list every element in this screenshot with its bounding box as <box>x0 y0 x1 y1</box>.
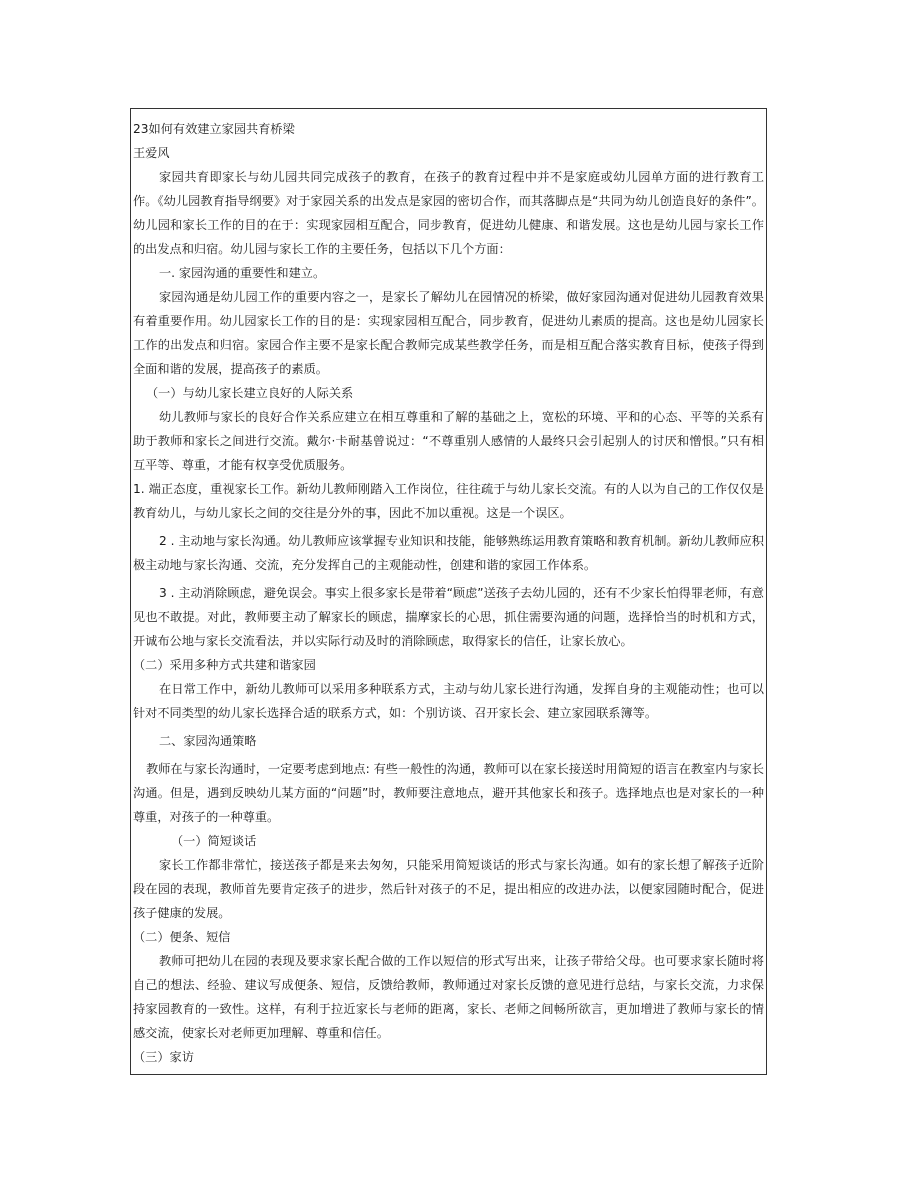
list-item-3: 3 . 主动消除顾虑，避免误会。事实上很多家长是带着“顾虑”送孩子去幼儿园的，还有不少家长怕得罪老师，有意见也不敢提。对此，教师要主动了解家长的顾虑，揣摩家长的心思，抓住需要沟通的问题，选择恰当的时机和方式，开诚布公地与家长交流看法，并以实际行动及时的消除顾虑，取得家长的信任，让家长放心。 <box>133 586 764 648</box>
list-item-1: 1. 端正态度，重视家长工作。新幼儿教师刚踏入工作岗位，往往疏于与幼儿家长交流。有的人以为自己的工作仅仅是教育幼儿，与幼儿家长之间的交往是分外的事，因此不加以重视。这是一个误区。 <box>133 482 764 520</box>
paragraph-communication: 家园沟通是幼儿园工作的重要内容之一，是家长了解幼儿在园情况的桥梁，做好家园沟通对促进幼儿园教育效果有着重要作用。幼儿园家长工作的目的是：实现家园相互配合，同步教育，促进幼儿素质的提高。这也是幼儿园家长工作的出发点和归宿。家园合作主要不是家长配合教师完成某些教学任务，而是相互配合落实教育目标，使孩子得到全面和谐的发展，提高孩子的素质。 <box>133 290 764 376</box>
subheading-home-visit: （三）家访 <box>133 1050 194 1064</box>
list-item-2: 2 . 主动地与家长沟通。幼儿教师应该掌握专业知识和技能，能够熟练运用教育策略和教育机制。新幼儿教师应积极主动地与家长沟通、交流，充分发挥自己的主观能动性，创建和谐的家园工作体系。 <box>133 534 764 572</box>
subheading-brief-talk: （一）简短谈话 <box>171 834 257 848</box>
paragraph-relationship: 幼儿教师与家长的良好合作关系应建立在相互尊重和了解的基础之上，宽松的环境、平和的心态、平等的关系有助于教师和家长之间进行交流。戴尔·卡耐基曾说过：“不尊重别人感情的人最终只会引起别人的讨厌和憎恨。”只有相互平等、尊重，才能有权享受优质服务。 <box>133 410 764 472</box>
subheading-notes: （二）便条、短信 <box>133 930 231 944</box>
subheading-methods: （二）采用多种方式共建和谐家园 <box>133 658 316 672</box>
section-heading-1: 一. 家园沟通的重要性和建立。 <box>159 266 326 280</box>
paragraph-intro: 家园共育即家长与幼儿园共同完成孩子的教育，在孩子的教育过程中并不是家庭或幼儿园单方面的进行教育工作。《幼儿园教育指导纲要》对于家园关系的出发点是家园的密切合作，而其落脚点是“共同为幼儿创造良好的条件”。幼儿园和家长工作的目的在于：实现家园相互配合，同步教育，促进幼儿健康、和谐发展。这也是幼儿园与家长工作的出发点和归宿。幼儿园与家长工作的主要任务，包括以下几个方面： <box>133 170 764 256</box>
section-heading-2: 二、家园沟通策略 <box>159 734 257 748</box>
paragraph-notes: 教师可把幼儿在园的表现及要求家长配合做的工作以短信的形式写出来，让孩子带给父母。也可要求家长随时将自己的想法、经验、建议写成便条、短信，反馈给教师，教师通过对家长反馈的意见进行总结，与家长交流，力求保持家园教育的一致性。这样，有利于拉近家长与老师的距离，家长、老师之间畅所欲言，更加增进了教师与家长的情感交流，使家长对老师更加理解、尊重和信任。 <box>133 954 764 1040</box>
document-author: 王爱风 <box>133 146 170 160</box>
paragraph-strategy: 教师在与家长沟通时，一定要考虑到地点: 有些一般性的沟通，教师可以在家长接送时用简短的语言在教室内与家长沟通。但是，遇到反映幼儿某方面的“问题”时，教师要注意地点，避开其他家长和孩子。选择地点也是对家长的一种尊重，对孩子的一种尊重。 <box>133 762 764 824</box>
document-title: 23如何有效建立家园共育桥梁 <box>133 122 295 136</box>
document-body <box>131 109 766 1069</box>
paragraph-methods: 在日常工作中，新幼儿教师可以采用多种联系方式，主动与幼儿家长进行沟通，发挥自身的主观能动性；也可以针对不同类型的幼儿家长选择合适的联系方式，如：个别访谈、召开家长会、建立家园联系簿等。 <box>133 682 764 720</box>
document-frame <box>130 108 767 1075</box>
paragraph-brief-talk: 家长工作都非常忙，接送孩子都是来去匆匆，只能采用简短谈话的形式与家长沟通。如有的家长想了解孩子近阶段在园的表现，教师首先要肯定孩子的进步，然后针对孩子的不足，提出相应的改进办法，以便家园随时配合，促进孩子健康的发展。 <box>133 858 764 920</box>
subheading-relationship: （一）与幼儿家长建立良好的人际关系 <box>146 386 354 400</box>
